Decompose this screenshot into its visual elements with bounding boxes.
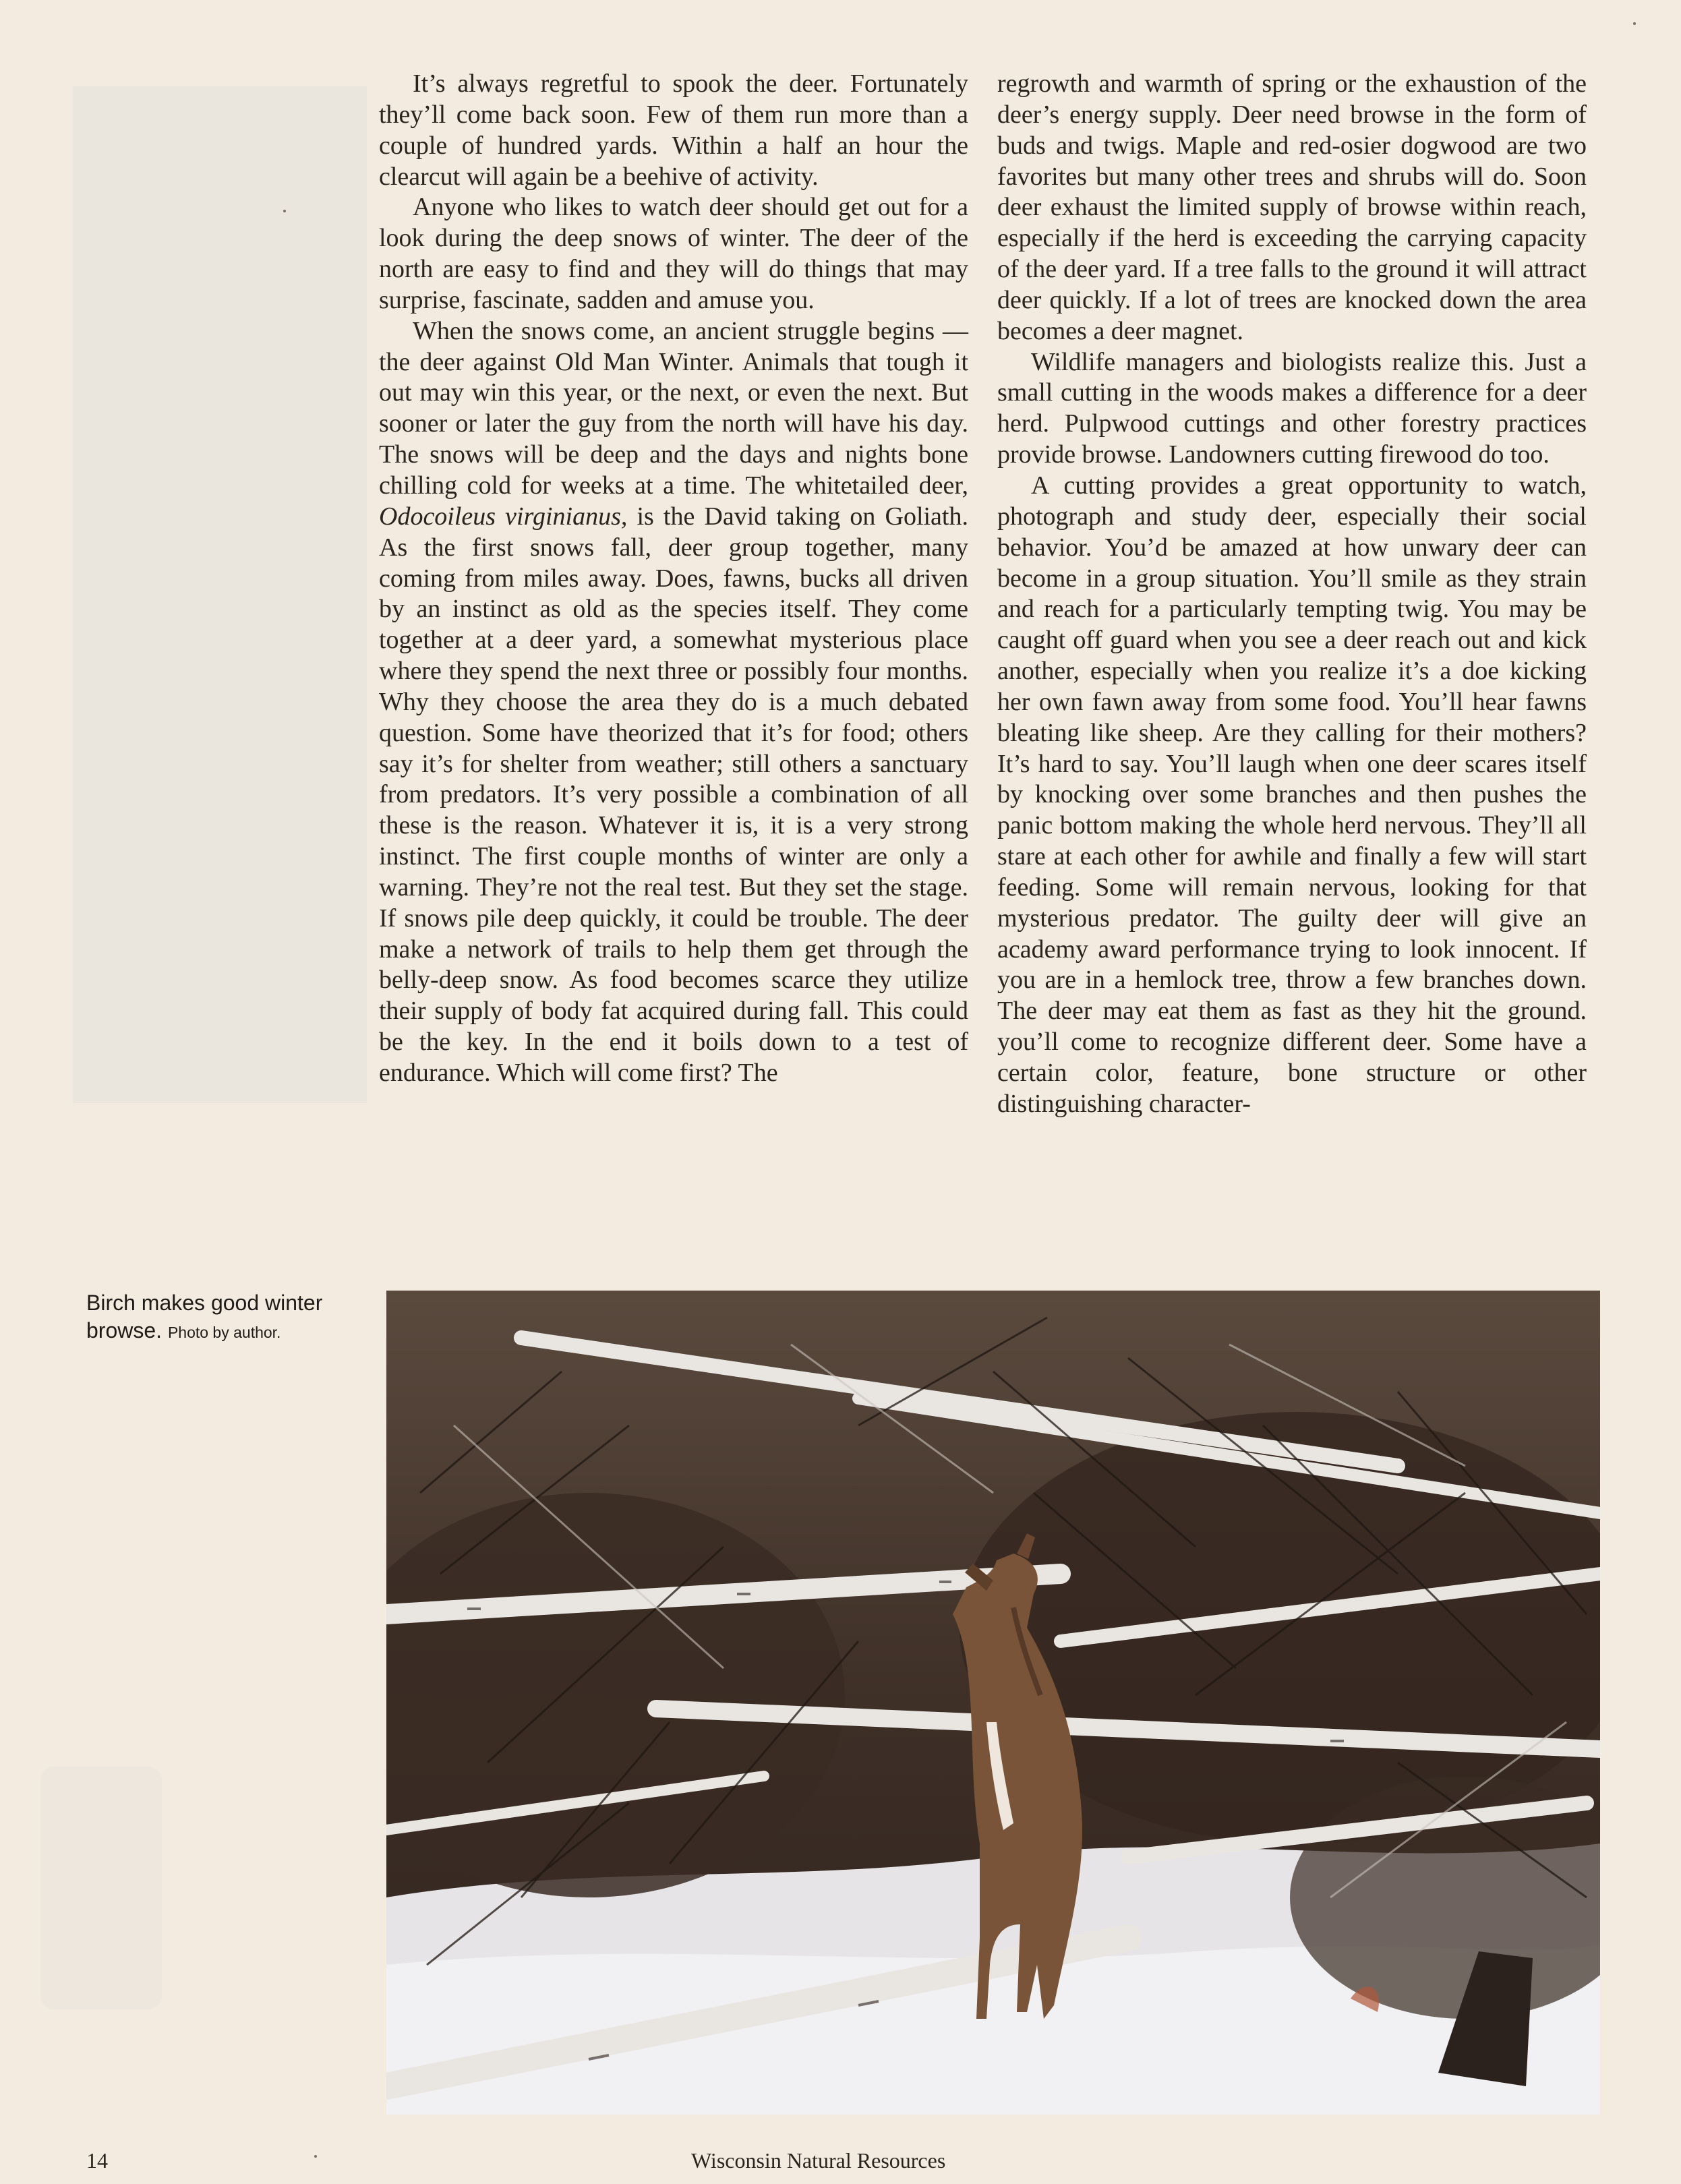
article-column-left — [379, 69, 968, 1089]
article-paragraph: regrowth and warmth of spring or the exhaustion of the deer’s energy supply. Deer need browse in the form of buds and twigs. Maple and red-osier dogwood are two favorites but many other trees and shrubs will do. Soon deer exhaust the limited supply of browse within reach, especially if the herd is exceeding the carrying capacity of the deer yard. If a tree falls to the ground it will attract deer quickly. If a lot of trees are knocked down the area becomes a deer magnet. — [997, 69, 1587, 345]
article-text: is the David taking on Goliath. As the first snows fall, deer group together, many coming from miles away. Does, fawns, bucks all driven by an instinct as old as the species itself. They come together at a deer yard, a somewhat mysterious place where they spend the next three or possibly four months. Why they choose the area they do is a much debated question. Some have theorized that it’s for food; others say it’s for shelter from weather; still others a sanctuary from predators. It’s very possible a combination of all these is the reason. Whatever it is, it is a very strong instinct. The first couple months of winter are only a warning. They’re not the real test. But they set the stage. If snows pile deep quickly, it could be trouble. The deer make a network of trails to help them get through the belly-deep snow. As food becomes scarce they utilize their supply of body fat acquired during fall. This could be the key. In the end it boils down to a test of endurance. Which will come first? The — [379, 502, 968, 1087]
speck — [314, 2155, 317, 2158]
article-column-right — [997, 69, 1587, 1120]
speck — [1633, 22, 1636, 25]
publication-title: Wisconsin Natural Resources — [691, 2148, 946, 2173]
deer-photo — [386, 1291, 1600, 2115]
article-paragraph: Wildlife managers and biologists realize this. Just a small cutting in the woods makes a difference for a deer herd. Pulpwood cuttings and other forestry practices provide browse. Landowners cutting firewood do too. — [997, 347, 1587, 469]
article-paragraph: A cutting provides a great opportunity to watch, photograph and study deer, especially their social behavior. You’d be amazed at how unwary deer can become in a group situation. You’ll smile as they strain and reach for a particularly tempting twig. You may be caught off guard when you see a deer reach out and kick another, especially when you realize it’s a doe kicking her own fawn away from some food. You’ll hear fawns bleating like sheep. Are they calling for their mothers? It’s hard to say. You’ll laugh when one deer scares itself by knocking over some branches and then pushes the panic bottom making the whole herd nervous. They’ll all stare at each other for awhile and finally a few will start feeding. Some will remain nervous, looking for that mysterious predator. The guilty deer will give an academy award performance trying to look innocent. If you are in a hemlock tree, throw a few branches down. The deer may eat them as fast as they hit the ground. you’ll come to recognize different deer. Some have a certain color, feature, bone structure or other distinguishing character- — [997, 471, 1587, 1118]
deer-in-birch-photo — [386, 1291, 1600, 2115]
caption-text: Birch makes good winter browse. — [86, 1291, 323, 1342]
article-paragraph: Anyone who likes to watch deer should get out for a look during the deep snows of winter. The deer of the north are easy to find and they will do things that may surprise, fascinate, sadden and amuse you. — [379, 193, 968, 314]
article-paragraph: It’s always regretful to spook the deer. Fortunately they’ll come back soon. Few of them run more than a couple of hundred yards. Within a half an hour the clearcut will again be a beehive of activity. — [379, 69, 968, 191]
page-number: 14 — [86, 2148, 108, 2173]
show-through-panel — [73, 86, 367, 1103]
speck — [283, 210, 286, 212]
article-text: When the snows come, an ancient struggle begins — the deer against Old Man Winter. Animals that tough it out may win this year, or the next, or even the next. But sooner or later the guy from the north will have his day. The snows will be deep and the days and nights bone chilling cold for weeks at a time. The whitetailed deer, — [379, 316, 968, 500]
photo-credit: Photo by author. — [167, 1324, 281, 1341]
show-through-shape — [40, 1767, 162, 2009]
photo-caption — [86, 1289, 343, 1345]
species-name: Odocoileus virginianus, — [379, 502, 628, 531]
article-paragraph — [379, 316, 968, 1089]
